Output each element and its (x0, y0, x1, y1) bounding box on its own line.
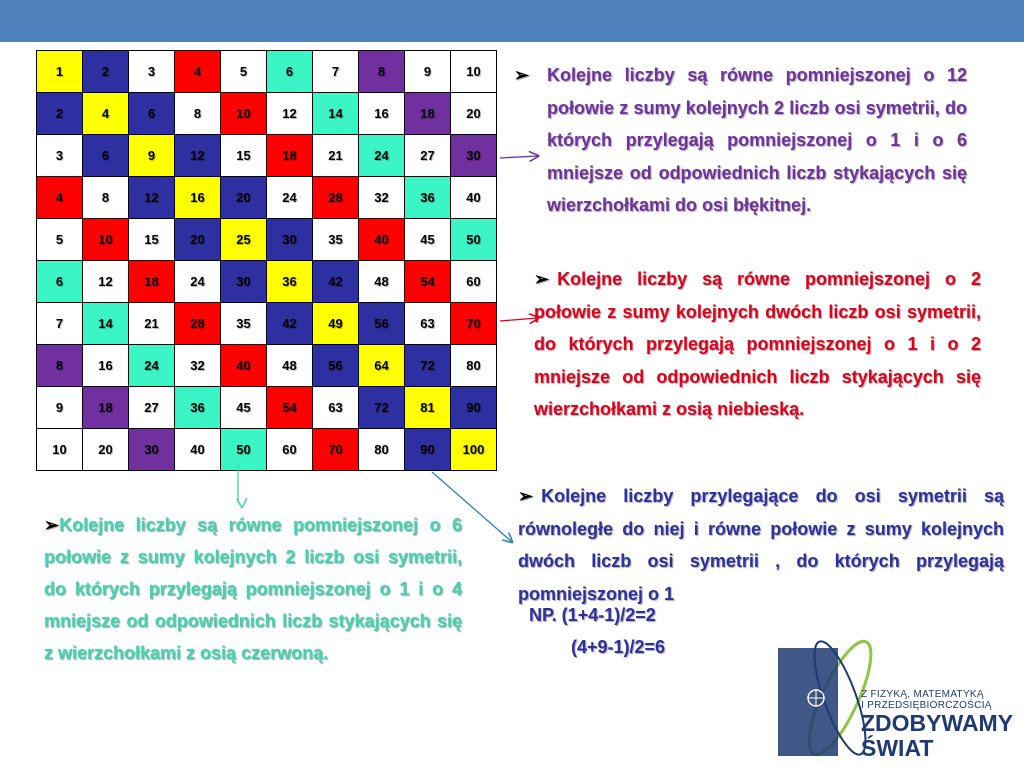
table-cell: 27 (129, 387, 175, 429)
table-cell: 9 (405, 51, 451, 93)
table-cell: 15 (221, 135, 267, 177)
table-cell: 40 (359, 219, 405, 261)
table-cell: 40 (451, 177, 497, 219)
table-cell: 6 (37, 261, 83, 303)
table-cell: 72 (359, 387, 405, 429)
example-line-2: (4+9-1)/2=6 (571, 637, 666, 657)
table-cell: 56 (313, 345, 359, 387)
table-cell: 8 (83, 177, 129, 219)
bullet-arrow-icon: ➢ (44, 515, 60, 535)
red-arrow (500, 318, 538, 321)
table-cell: 70 (451, 303, 497, 345)
table-cell: 8 (37, 345, 83, 387)
table-cell: 8 (359, 51, 405, 93)
table-cell: 40 (175, 429, 221, 471)
table-cell: 50 (221, 429, 267, 471)
purple-axis-text: Kolejne liczby są równe pomniejszonej o 12 połowie z sumy kolejnych 2 liczb osi symetrii, do których przylegają pomniejszonej o 1 i o 6 mniejsze od odpowiednich liczb stykających się wierzchołkami do osi błękitnej. (547, 65, 967, 215)
table-cell: 63 (313, 387, 359, 429)
table-cell: 60 (451, 261, 497, 303)
table-cell: 24 (267, 177, 313, 219)
table-cell: 90 (405, 429, 451, 471)
table-cell: 7 (313, 51, 359, 93)
table-cell: 36 (175, 387, 221, 429)
table-cell: 45 (221, 387, 267, 429)
table-cell: 5 (37, 219, 83, 261)
table-cell: 32 (359, 177, 405, 219)
table-cell: 16 (175, 177, 221, 219)
table-cell: 7 (37, 303, 83, 345)
table-cell: 16 (83, 345, 129, 387)
table-cell: 16 (359, 93, 405, 135)
table-cell: 48 (267, 345, 313, 387)
table-cell: 20 (175, 219, 221, 261)
table-cell: 21 (313, 135, 359, 177)
table-cell: 12 (83, 261, 129, 303)
table-cell: 18 (267, 135, 313, 177)
example-line-1: NP. (1+4-1)/2=2 (529, 605, 656, 625)
bullet-arrow-icon: ➢ (534, 269, 550, 289)
table-cell: 42 (313, 261, 359, 303)
table-cell: 36 (267, 261, 313, 303)
table-cell: 80 (359, 429, 405, 471)
table-cell: 3 (129, 51, 175, 93)
table-cell: 54 (405, 261, 451, 303)
table-cell: 4 (83, 93, 129, 135)
table-cell: 10 (37, 429, 83, 471)
table-cell: 72 (405, 345, 451, 387)
table-cell: 24 (175, 261, 221, 303)
table-cell: 90 (451, 387, 497, 429)
logo-line-3: ZDOBYWAMY (861, 710, 1014, 736)
table-cell: 15 (129, 219, 175, 261)
logo-line-2: I PRZEDSIĘBIORCZOŚCIĄ (861, 700, 992, 711)
table-cell: 3 (37, 135, 83, 177)
table-cell: 50 (451, 219, 497, 261)
table-cell: 14 (83, 303, 129, 345)
logo-line-1: Z FIZYKĄ, MATEMATYKĄ (861, 689, 984, 700)
table-cell: 42 (267, 303, 313, 345)
table-cell: 70 (313, 429, 359, 471)
teal-axis-text: Kolejne liczby są równe pomniejszonej o 6 połowie z sumy kolejnych 2 liczb osi symetrii, do których przylegają pomniejszonej o 1 i o 4 mniejsze od odpowiednich liczb stykających się z wierzchołkami z osią czerwoną. (44, 515, 462, 663)
table-cell: 45 (405, 219, 451, 261)
table-cell: 14 (313, 93, 359, 135)
table-cell: 10 (221, 93, 267, 135)
table-cell: 2 (83, 51, 129, 93)
bullet-arrow-icon: ➢ (518, 486, 534, 506)
table-cell: 20 (451, 93, 497, 135)
table-cell: 35 (221, 303, 267, 345)
table-cell: 27 (405, 135, 451, 177)
table-cell: 48 (359, 261, 405, 303)
table-cell: 20 (83, 429, 129, 471)
table-cell: 6 (83, 135, 129, 177)
table-cell: 1 (37, 51, 83, 93)
table-cell: 18 (129, 261, 175, 303)
table-cell: 12 (175, 135, 221, 177)
table-cell: 10 (451, 51, 497, 93)
table-cell: 30 (129, 429, 175, 471)
table-cell: 30 (267, 219, 313, 261)
table-cell: 4 (37, 177, 83, 219)
table-cell: 40 (221, 345, 267, 387)
table-cell: 54 (267, 387, 313, 429)
table-cell: 24 (129, 345, 175, 387)
table-cell: 56 (359, 303, 405, 345)
table-cell: 6 (129, 93, 175, 135)
table-cell: 35 (313, 219, 359, 261)
table-cell: 20 (221, 177, 267, 219)
table-cell: 5 (221, 51, 267, 93)
table-cell: 25 (221, 219, 267, 261)
table-cell: 60 (267, 429, 313, 471)
table-cell: 64 (359, 345, 405, 387)
table-cell: 30 (451, 135, 497, 177)
table-cell: 30 (221, 261, 267, 303)
table-cell: 36 (405, 177, 451, 219)
table-cell: 24 (359, 135, 405, 177)
table-cell: 28 (313, 177, 359, 219)
red-axis-text: Kolejne liczby są równe pomniejszonej o 2 połowie z sumy kolejnych dwóch liczb osi symetrii, do których przylegają pomniejszonej o 1 i o 2 mniejsze od odpowiednich liczb stykających się wierzchołkami z osią niebieską. (534, 269, 981, 419)
table-cell: 49 (313, 303, 359, 345)
table-cell: 63 (405, 303, 451, 345)
table-cell: 12 (129, 177, 175, 219)
table-cell: 2 (37, 93, 83, 135)
blue-arrow (432, 472, 512, 542)
table-cell: 12 (267, 93, 313, 135)
logo-line-4: ŚWIAT (861, 735, 934, 761)
table-cell: 80 (451, 345, 497, 387)
table-cell: 81 (405, 387, 451, 429)
table-cell: 18 (405, 93, 451, 135)
table-cell: 10 (83, 219, 129, 261)
table-cell: 9 (37, 387, 83, 429)
table-cell: 32 (175, 345, 221, 387)
table-cell: 100 (451, 429, 497, 471)
purple-arrow (500, 156, 538, 158)
table-cell: 21 (129, 303, 175, 345)
blue-axis-text: Kolejne liczby przylegające do osi symetrii są równoległe do niej i równe połowie z sumy kolejnych dwóch liczb osi symetrii , do których przylegają pomniejszonej o 1 (518, 486, 1004, 604)
table-cell: 18 (83, 387, 129, 429)
table-cell: 8 (175, 93, 221, 135)
table-cell: 28 (175, 303, 221, 345)
table-cell: 9 (129, 135, 175, 177)
table-cell: 4 (175, 51, 221, 93)
table-cell: 6 (267, 51, 313, 93)
bullet-arrow-icon: ➢ (514, 65, 530, 85)
